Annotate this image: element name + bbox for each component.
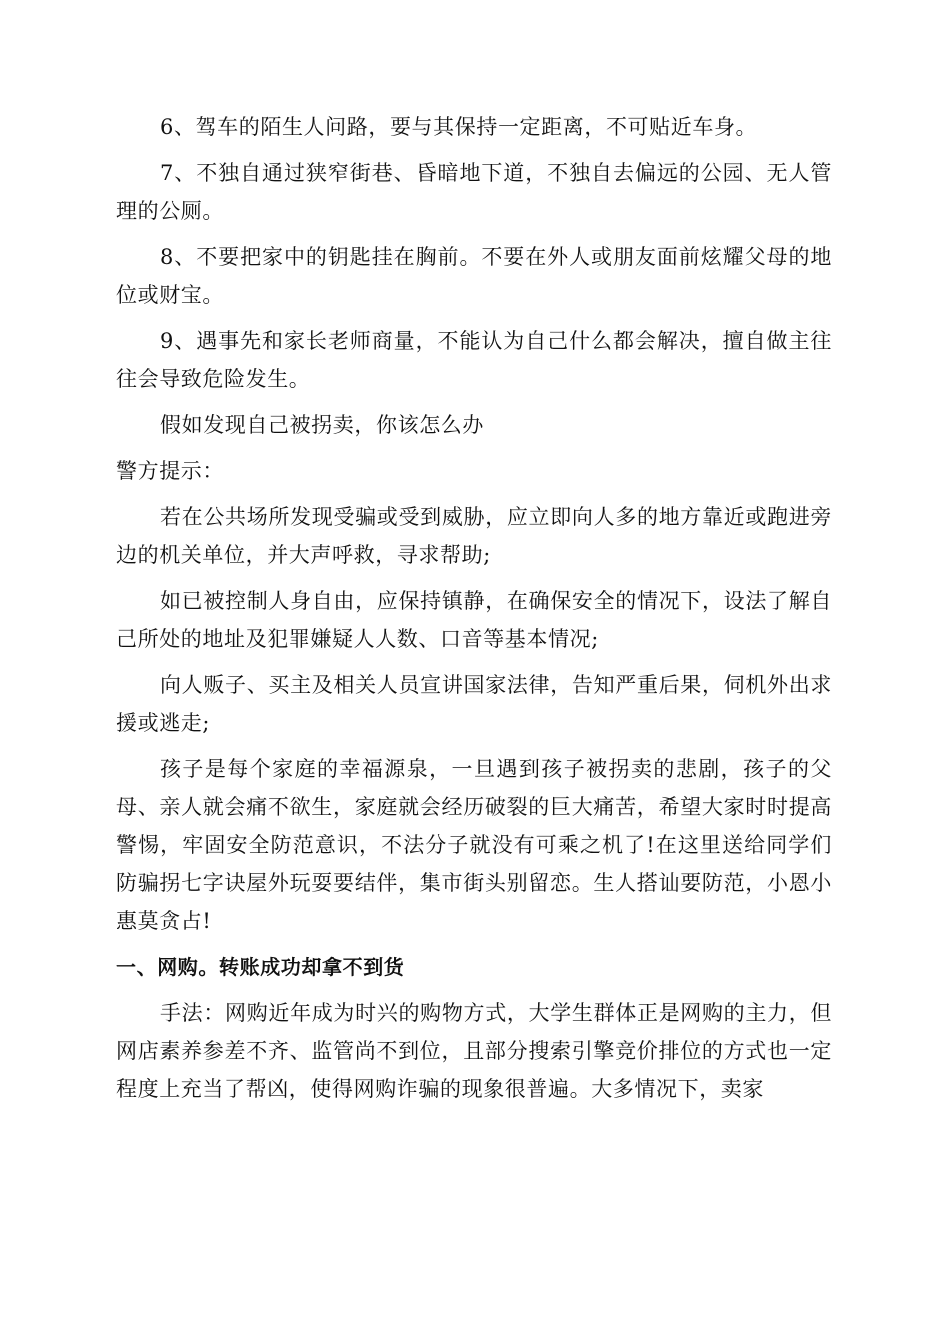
section-heading-online-shopping: 一、网购。转账成功却拿不到货 [116, 955, 405, 979]
paragraph-tip-public-place: 若在公共场所发现受骗或受到威胁，应立即向人多的地方靠近或跑进旁边的机关单位，并大声呼救，寻求帮助; [116, 505, 832, 567]
paragraph-summary: 孩子是每个家庭的幸福源泉，一旦遇到孩子被拐卖的悲剧，孩子的父母、亲人就会痛不欲生，家庭就会经历破裂的巨大痛苦，希望大家时时提高警惕，牢固安全防范意识，不法分子就没有可乘之机了!在这里送给同学们防骗拐七字诀屋外玩耍要结伴，集市街头别留恋。生人搭讪要防范，小恩小惠莫贪占! [116, 757, 832, 933]
paragraph-tip-law: 向人贩子、买主及相关人员宣讲国家法律，告知严重后果，伺机外出求援或逃走; [116, 673, 832, 735]
paragraph-subtitle-abduction: 假如发现自己被拐卖，你该怎么办 [160, 413, 484, 437]
paragraph-online-shopping-method: 手法：网购近年成为时兴的购物方式，大学生群体正是网购的主力，但网店素养参差不齐、监管尚不到位，且部分搜索引擎竞价排位的方式也一定程度上充当了帮凶，使得网购诈骗的现象很普遍。大多情况下，卖家 [116, 1001, 832, 1101]
paragraph-item-6: 6、驾车的陌生人问路，要与其保持一定距离，不可贴近车身。 [160, 115, 758, 139]
paragraph-tip-stay-calm: 如已被控制人身自由，应保持镇静，在确保安全的情况下，设法了解自己所处的地址及犯罪嫌疑人人数、口音等基本情况; [116, 589, 832, 651]
document-body [116, 108, 832, 1108]
paragraph-item-8: 8、不要把家中的钥匙挂在胸前。不要在外人或朋友面前炫耀父母的地位或财宝。 [116, 245, 832, 307]
paragraph-item-9: 9、遇事先和家长老师商量，不能认为自己什么都会解决，擅自做主往往会导致危险发生。 [116, 329, 832, 391]
paragraph-item-7: 7、不独自通过狭窄街巷、昏暗地下道，不独自去偏远的公园、无人管理的公厕。 [116, 161, 832, 223]
paragraph-police-tip-label: 警方提示： [116, 459, 224, 483]
